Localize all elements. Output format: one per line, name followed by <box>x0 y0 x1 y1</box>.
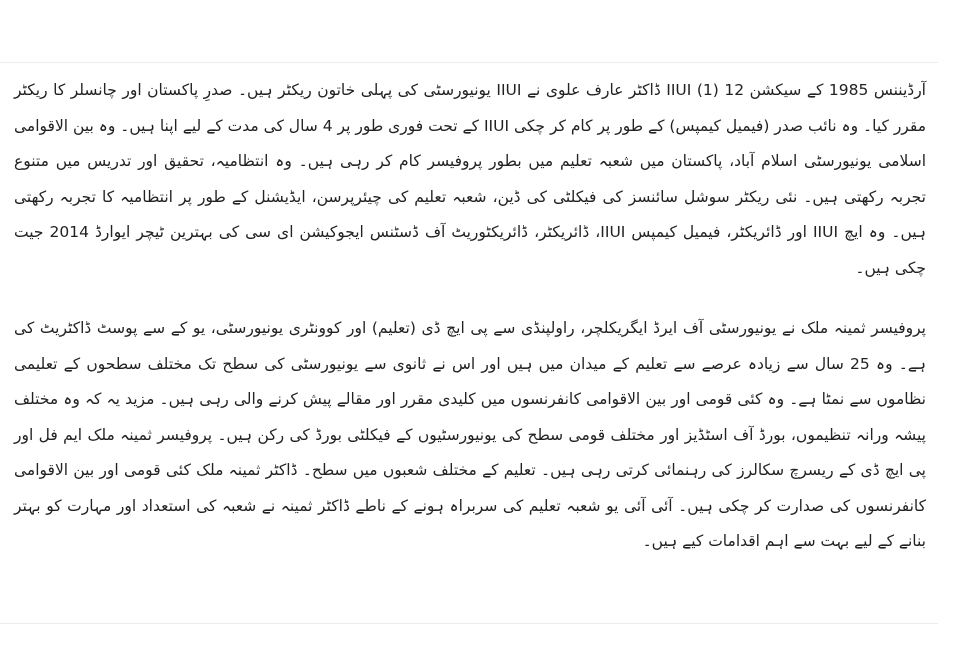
article-body <box>0 62 938 624</box>
paragraph-rector-appointment: آرڈیننس 1985 کے سیکشن 12 (1) IIUI ڈاکٹر عارف علوی نے IIUI یونیورسٹی کی پہلی خاتون ریکٹر ہیں۔ صدرِ پاکستان اور چانسلر کا ریکٹر مقرر کیا۔ وہ نائب صدر (فیمیل کیمپس) کے طور پر کام کر چکی IIUI کے تحت فوری طور پر 4 سال کی مدت کے لیے اپنا ہیں۔ وہ بین الاقوامی اسلامی یونیورسٹی اسلام آباد، پاکستان میں شعبہ تعلیم میں بطور پروفیسر کام کر رہی ہیں۔ وہ انتظامیہ، تحقیق اور تدریس میں متنوع تجربہ رکھتی ہیں۔ نئی ریکٹر سوشل سائنسز کی فیکلٹی کی ڈین، شعبہ تعلیم کی چیئرپرسن، ایڈیشنل کے طور پر انتظامیہ کا تجربہ رکھتی ہیں۔ وہ ایچ IIUI اور ڈائریکٹر، فیمیل کیمپس IIUI، ڈائریکٹر، ڈائریکٹوریٹ آف ڈسٹنس ایجوکیشن ای سی کی بہترین ٹیچر ایوارڈ 2014 جیت چکی ہیں۔ <box>14 81 927 277</box>
paragraph-professor-background: پروفیسر ثمینہ ملک نے یونیورسٹی آف ایرڈ ایگریکلچر، راولپنڈی سے پی ایچ ڈی (تعلیم) اور کوونٹری یونیورسٹی، یو کے سے پوسٹ ڈاکٹریٹ کی ہے۔ وہ 25 سال سے زیادہ عرصے سے تعلیم کے میدان میں ہیں اور اس نے ثانوی سے یونیورسٹی کی سطح تک مختلف سطحوں کے تعلیمی نظاموں سے نمٹا ہے۔ وہ کئی قومی اور بین الاقوامی کانفرنسوں میں کلیدی مقرر اور مقالے پیش کرنے والی رہی ہیں۔ مزید یہ کہ وہ مختلف پیشہ ورانہ تنظیموں، بورڈ آف اسٹڈیز اور مختلف قومی سطح کی یونیورسٹیوں کے فیکلٹی بورڈ کی رکن ہیں۔ پروفیسر ثمینہ ملک ایم فل اور پی ایچ ڈی کے ریسرچ سکالرز کی رہنمائی کرتی رہی ہیں۔ تعلیم کے مختلف شعبوں میں سطح۔ ڈاکٹر ثمینہ ملک کئی قومی اور بین الاقوامی کانفرنسوں کی صدارت کر چکی ہیں۔ آئی آئی یو شعبہ تعلیم کی سربراہ ہونے کے ناطے ڈاکٹر ثمینہ نے شعبہ کی استعداد اور مہارت کو بہتر بنانے کے لیے بہت سے اہم اقدامات کیے ہیں۔ <box>14 319 926 550</box>
